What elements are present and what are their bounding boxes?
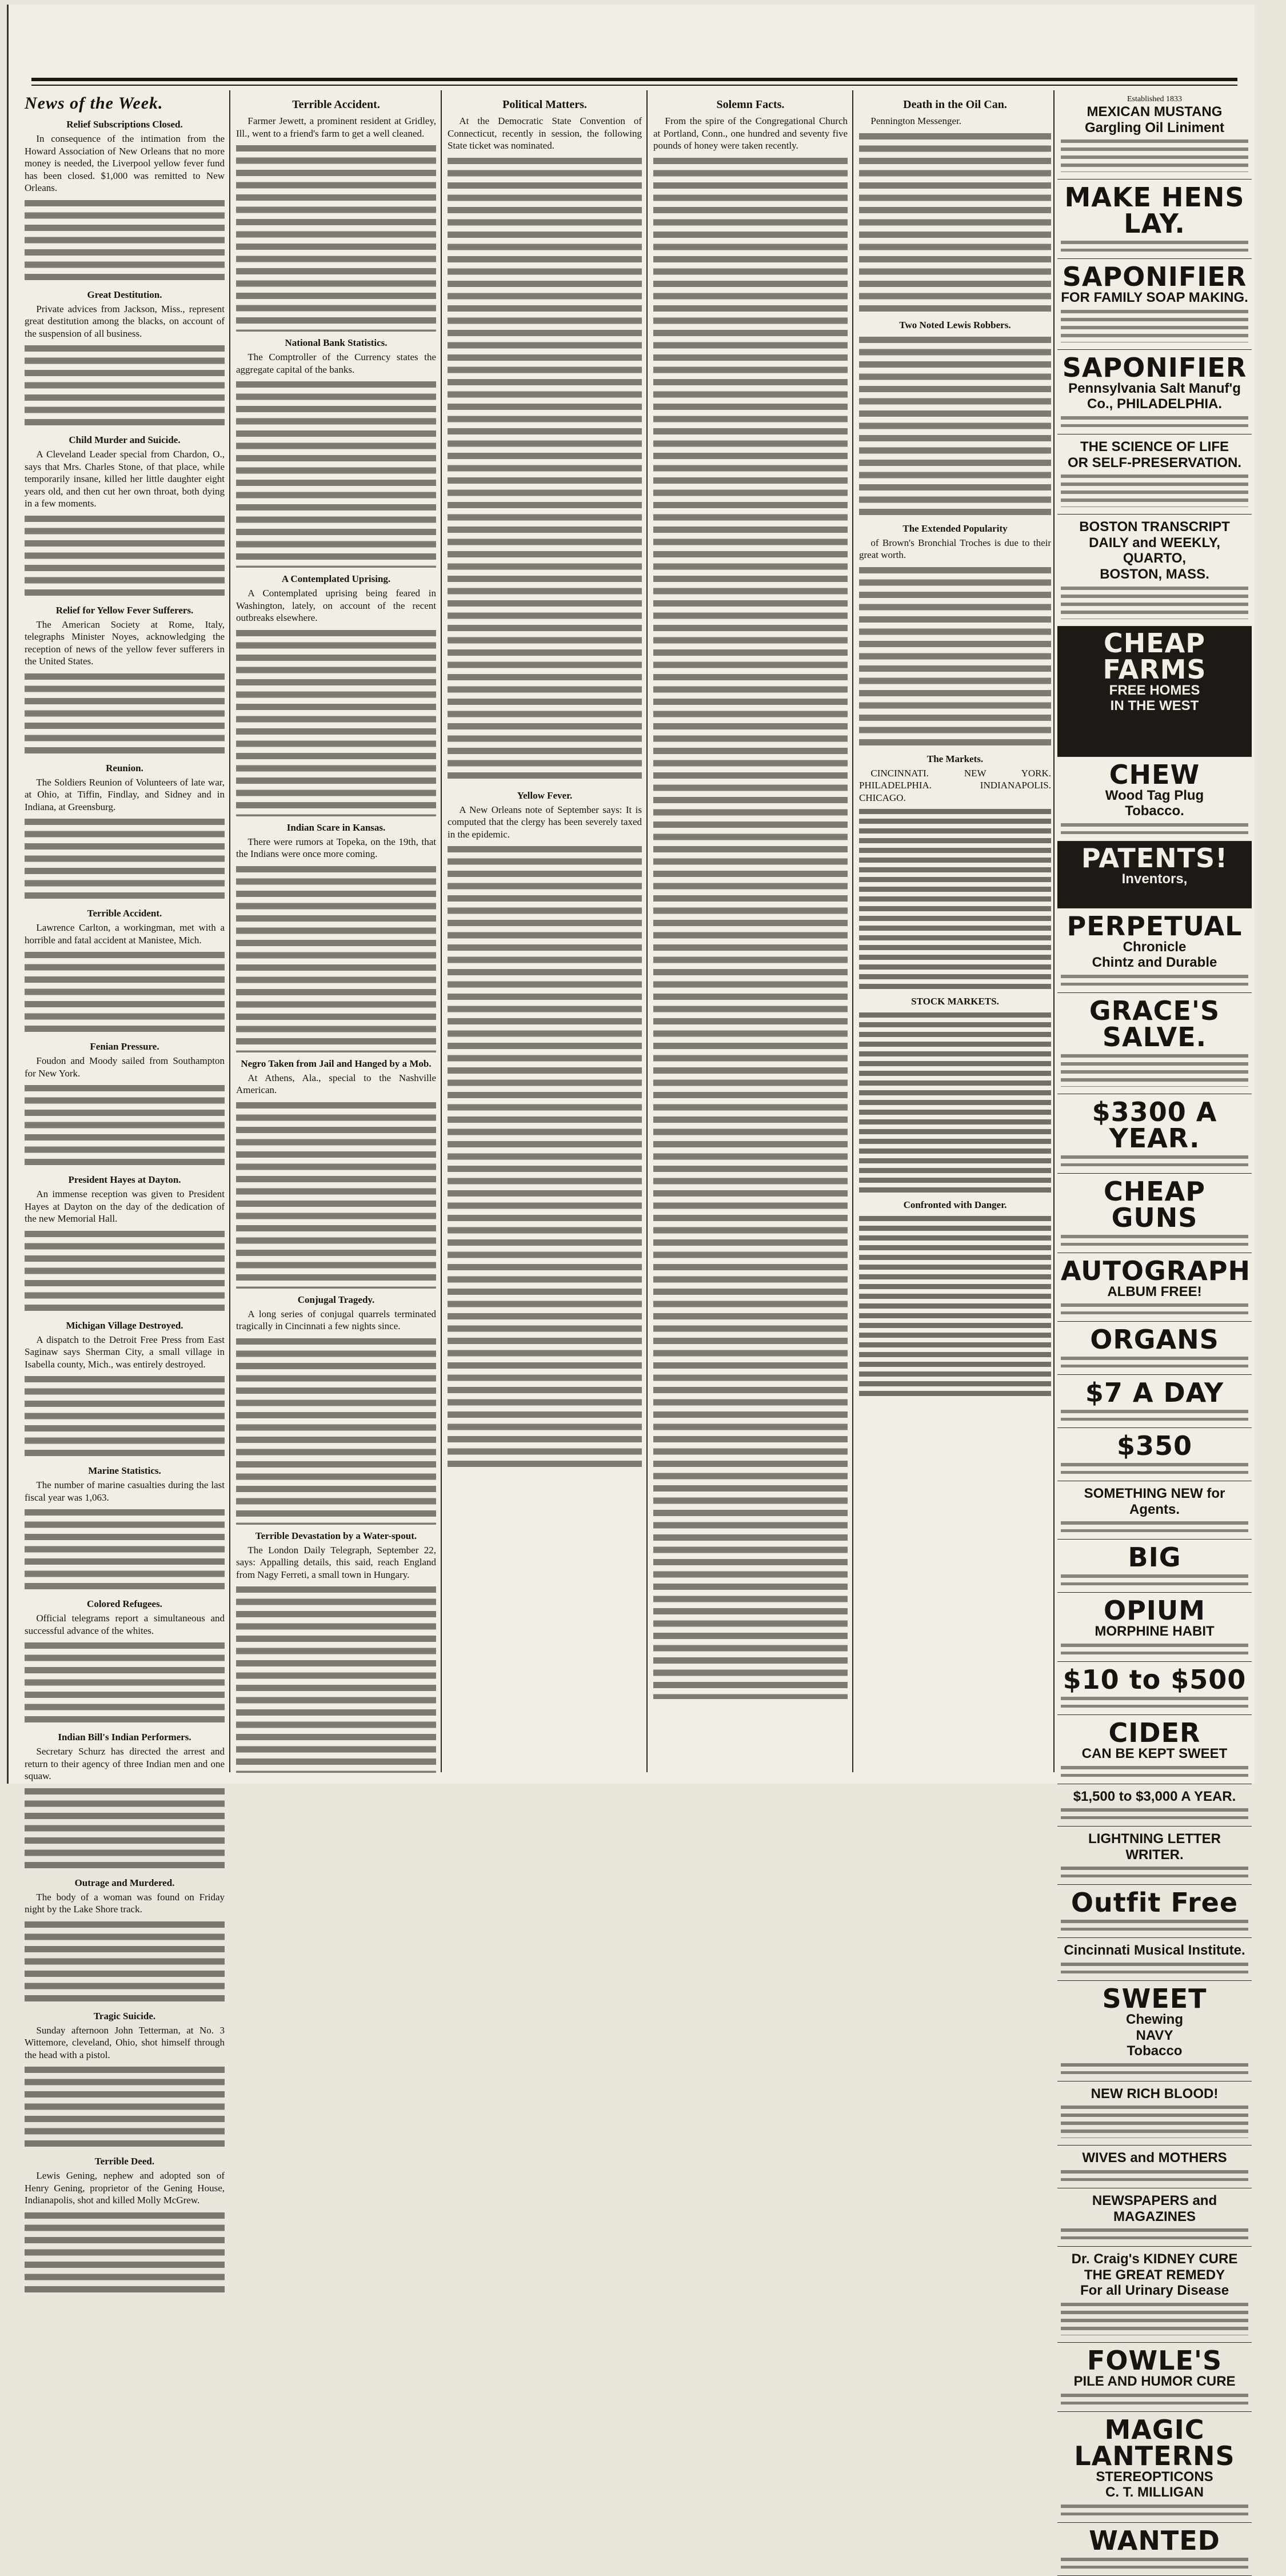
ad-line: AUTOGRAPH — [1061, 1255, 1251, 1286]
ad-line: Chintz and Durable — [1092, 955, 1217, 971]
article-text: A Cleveland Leader special from Chardon, O., says that Mrs. Charles Stone, of that place, while temporarily insane, killed her little daughter eight years old, and then cut her own throat, both dying in a few moments. — [25, 449, 225, 509]
article-text-block — [25, 2210, 225, 2296]
ad-line: STEREOPTICONS — [1096, 2469, 1213, 2485]
article-text: Official telegrams report a simultaneous and successful advance of the whites. — [25, 1613, 225, 1636]
article-text: There were rumors at Topeka, on the 19th, that the Indians were once more coming. — [236, 836, 436, 859]
ad-line: BOSTON TRANSCRIPT — [1079, 519, 1230, 535]
article-heading: Child Murder and Suicide. — [69, 434, 181, 445]
article-text-block — [448, 844, 642, 1473]
advertisement — [1057, 259, 1252, 350]
ad-line: NEW RICH BLOOD! — [1091, 2085, 1219, 2102]
ad-body-text — [1061, 890, 1248, 902]
article-text: The body of a woman was found on Friday night by the Lake Shore track. — [25, 1891, 225, 1915]
article-heading: Terrible Deed. — [94, 2156, 155, 2167]
ad-line: DAILY and WEEKLY, QUARTO, — [1089, 535, 1220, 567]
advertisement — [1057, 2247, 1252, 2343]
article-text: CINCINNATI. NEW YORK. PHILADELPHIA. INDIANAPOLIS. CHICAGO. — [859, 767, 1051, 803]
ad-body-text — [1061, 1233, 1248, 1246]
ad-body-text — [1061, 716, 1248, 751]
article-heading: Terrible Devastation by a Water-spout. — [255, 1530, 417, 1541]
ad-line: FOR FAMILY SOAP MAKING. — [1061, 290, 1248, 306]
newspaper-page — [7, 5, 1255, 2556]
ad-line: For all Urinary Disease — [1080, 2283, 1229, 2299]
article-heading: Indian Scare in Kansas. — [286, 822, 386, 833]
ad-line: Tobacco. — [1125, 803, 1184, 819]
article-text-block — [25, 1083, 225, 1169]
article-heading: Michigan Village Destroyed. — [66, 1319, 183, 1331]
ad-line: FOWLE'S — [1087, 2344, 1223, 2376]
article-text-block — [25, 198, 225, 284]
ad-line: GRACE'S SALVE. — [1089, 995, 1220, 1052]
ad-line: OR SELF-PRESERVATION. — [1067, 454, 1242, 470]
article-text: A Contemplated uprising being feared in Washington, lately, on account of the recent outbreaks elsewhere. — [236, 588, 436, 623]
article-heading: Outrage and Murdered. — [74, 1877, 175, 1888]
article-text: Foudon and Moody sailed from Southampton for New York. — [25, 1055, 225, 1079]
article-text: A New Orleans note of September says: It is computed that the clergy has been severely taxed in the epidemic. — [448, 804, 642, 840]
ad-body-text — [1061, 2168, 1248, 2181]
ad-line: SWEET — [1102, 1983, 1207, 2015]
article-text-block — [236, 1100, 436, 1289]
ad-line: NEWSPAPERS and MAGAZINES — [1092, 2193, 1217, 2224]
ad-line: Dr. Craig's KIDNEY CURE — [1071, 2251, 1238, 2267]
ad-body-text — [1061, 973, 1248, 986]
column-2 — [236, 90, 436, 1772]
ad-body-text — [1061, 1302, 1248, 1314]
ad-line: Established 1833 — [1127, 95, 1183, 103]
ad-line: THE GREAT REMEDY — [1084, 2267, 1225, 2283]
ad-line: Cincinnati Musical Institute. — [1064, 1943, 1245, 1959]
ad-line: MEXICAN MUSTANG — [1087, 104, 1223, 119]
ad-line: Outfit Free — [1071, 1887, 1239, 1919]
ad-line: CAN BE KEPT SWEET — [1081, 1746, 1228, 1762]
advertisement — [1057, 515, 1252, 626]
article-heading: Yellow Fever. — [517, 789, 573, 801]
advertisement — [1057, 1981, 1252, 2081]
column-3 — [448, 90, 642, 1772]
ad-body-text — [1061, 1052, 1248, 1087]
ad-body-text — [1061, 2503, 1248, 2515]
article-heading: Solemn Facts. — [716, 98, 785, 111]
article-heading: Colored Refugees. — [87, 1598, 162, 1609]
ad-line: Chronicle — [1123, 939, 1187, 955]
article-heading: Political Matters. — [502, 98, 587, 111]
article-text: Pennington Messenger. — [870, 115, 962, 126]
ad-line: SAPONIFIER — [1062, 261, 1247, 293]
column-divider — [441, 90, 442, 1772]
column-divider — [1053, 90, 1055, 1772]
article-text: of Brown's Bronchial Troches is due to their great worth. — [859, 537, 1051, 560]
ad-body-text — [1061, 239, 1248, 252]
ad-body-text — [1061, 2301, 1248, 2335]
advertisement — [1057, 1375, 1252, 1428]
ad-line: $1,500 to $3,000 A YEAR. — [1073, 1788, 1236, 1804]
ad-line: MAKE HENS LAY. — [1064, 182, 1245, 240]
advertisement — [1057, 1593, 1252, 1662]
ad-line: FREE HOMES — [1109, 682, 1200, 698]
advertisement — [1057, 1715, 1252, 1784]
article-text-block — [25, 950, 225, 1035]
ad-line: PERPETUAL — [1067, 910, 1243, 942]
advertisement — [1057, 908, 1252, 993]
article-text: The Soldiers Reunion of Volunteers of late war, at Ohio, at Tiffin, Findlay, and Sidney and in Indiana, at Greensburg. — [25, 776, 225, 812]
column-divider — [229, 90, 230, 1772]
ad-line: Wood Tag Plug — [1105, 787, 1204, 803]
article-text-block — [25, 1919, 225, 2005]
article-heading: Marine Statistics. — [88, 1465, 161, 1476]
ad-body-text — [1061, 2227, 1248, 2239]
advertisement — [1057, 90, 1252, 180]
ad-line: BOSTON, MASS. — [1100, 566, 1209, 582]
article-text-block — [236, 1336, 436, 1525]
article-text: The number of marine casualties during the last fiscal year was 1,063. — [25, 1480, 225, 1503]
ad-body-text — [1061, 414, 1248, 427]
article-text: Lewis Gening, nephew and adopted son of Henry Gening, proprietor of the Gening House, Indianapolis, shot and killed Molly McGrew. — [25, 2170, 225, 2206]
article-heading: STOCK MARKETS. — [911, 996, 999, 1007]
advertisement — [1057, 993, 1252, 1094]
ad-body-text — [1061, 1642, 1248, 1654]
article-text: From the spire of the Congregational Church at Portland, Conn., one hundred and seventy five pounds of honey were taken recently. — [653, 115, 848, 151]
ad-line: WIVES and MOTHERS — [1082, 2150, 1227, 2166]
article-heading: Two Noted Lewis Robbers. — [899, 319, 1011, 330]
article-heading: Death in the Oil Can. — [903, 98, 1007, 111]
article-text: A dispatch to the Detroit Free Press from East Saginaw says Sherman City, a small village in Isabella county, Mich., was entirely destroyed. — [25, 1334, 225, 1370]
ad-body-text — [1061, 1918, 1248, 1931]
article-text-block — [859, 334, 1051, 517]
ad-line: NAVY — [1136, 2027, 1173, 2043]
article-text: The London Daily Telegraph, September 22, says: Appalling details, this said, reach England from Nagy Ferreti, a small town in Hungary. — [236, 1544, 436, 1580]
ad-body-text — [1061, 1695, 1248, 1708]
article-heading: The Markets. — [926, 753, 984, 764]
article-text: A long series of conjugal quarrels terminated tragically in Cincinnati a few nights since. — [236, 1308, 436, 1331]
article-heading: Terrible Accident. — [292, 98, 380, 111]
article-text-block — [25, 1786, 225, 1872]
article-heading: Negro Taken from Jail and Hanged by a Mob. — [241, 1058, 432, 1069]
ad-body-text — [1061, 2061, 1248, 2074]
ad-line: THE SCIENCE OF LIFE — [1080, 438, 1229, 454]
ad-body-text — [1061, 2104, 1248, 2138]
advertisement — [1057, 1827, 1252, 1885]
advertisement — [1057, 1481, 1252, 1540]
article-heading: Fenian Pressure. — [90, 1041, 159, 1052]
article-text-block — [236, 1584, 436, 1773]
advertisement — [1057, 180, 1252, 259]
advertisement — [1057, 2081, 1252, 2146]
advertisement — [1057, 1094, 1252, 1174]
article-heading: Great Destitution. — [87, 289, 162, 300]
ad-line: $3300 A YEAR. — [1092, 1096, 1217, 1154]
article-text-block — [25, 2064, 225, 2150]
advertisements-column — [1057, 90, 1252, 2556]
ad-body-text — [1061, 1154, 1248, 1166]
ad-line: WANTED — [1089, 2525, 1220, 2556]
article-text-block — [25, 671, 225, 757]
advertisement — [1057, 350, 1252, 434]
column-4 — [653, 90, 848, 1772]
article-text-block — [859, 565, 1051, 748]
article-text-block — [236, 143, 436, 332]
ad-line: Chewing — [1126, 2012, 1183, 2028]
masthead: News of the Week. — [25, 94, 163, 113]
article-text-block — [25, 1229, 225, 1314]
article-heading: The Extended Popularity — [902, 523, 1008, 534]
article-text-block — [236, 379, 436, 568]
ad-body-text — [1061, 1461, 1248, 1474]
ad-body-text — [1061, 822, 1248, 834]
ad-line: Inventors, — [1121, 871, 1188, 887]
ad-line: SAPONIFIER — [1062, 352, 1247, 383]
ad-line: BIG — [1128, 1542, 1181, 1573]
ad-line: $350 — [1116, 1430, 1193, 1462]
ad-line: CHEAP GUNS — [1104, 1175, 1205, 1233]
article-heading: Indian Bill's Indian Performers. — [58, 1732, 191, 1742]
article-heading: National Bank Statistics. — [285, 337, 388, 348]
column-divider — [646, 90, 648, 1772]
article-text: Sunday afternoon John Tetterman, at No. 3 Wittemore, cleveland, Ohio, shot himself through the head with a pistol. — [25, 2024, 225, 2060]
ad-line: Tobacco — [1127, 2043, 1183, 2059]
ad-line: $7 A DAY — [1085, 1377, 1224, 1409]
ad-body-text — [1061, 1764, 1248, 1777]
article-heading: Tragic Suicide. — [93, 2010, 156, 2021]
article-text-block — [653, 155, 848, 1699]
advertisement — [1057, 434, 1252, 515]
article-text-block — [236, 864, 436, 1052]
advertisement — [1057, 1253, 1252, 1322]
ad-line: CHEW — [1109, 759, 1200, 790]
ad-line: ORGANS — [1090, 1324, 1219, 1355]
article-heading: President Hayes at Dayton. — [68, 1174, 181, 1185]
ad-line: IN THE WEST — [1110, 698, 1199, 714]
article-text: The American Society at Rome, Italy, telegraphs Minister Noyes, acknowledging the reception of news of the yellow fever sufferers in the United States. — [25, 619, 225, 667]
article-heading: Reunion. — [106, 762, 143, 773]
article-text: In consequence of the intimation from the Howard Association of New Orleans that no more money is needed, the Liverpool yellow fever fund has been closed. $1,000 was remitted to New Orleans. — [25, 133, 225, 193]
advertisement — [1057, 1784, 1252, 1827]
article-text-block — [25, 513, 225, 599]
advertisement — [1057, 2343, 1252, 2412]
ad-line: Pennsylvania Salt Manuf'g Co., PHILADELPHIA. — [1068, 380, 1241, 412]
ad-line: CHEAP FARMS — [1103, 627, 1207, 685]
ad-line: OPIUM — [1103, 1595, 1206, 1626]
ad-body-text — [1061, 1961, 1248, 1973]
advertisement — [1057, 1662, 1252, 1715]
article-text: At Athens, Ala., special to the Nashville American. — [236, 1072, 436, 1095]
article-text: Lawrence Carlton, a workingman, met with a horrible and fatal accident at Manistee, Mich. — [25, 922, 225, 946]
ad-line: MORPHINE HABIT — [1095, 1624, 1215, 1640]
ad-body-text — [1061, 1865, 1248, 1877]
ad-body-text — [1061, 2392, 1248, 2404]
article-text: Secretary Schurz has directed the arrest and return to their agency of three Indian men and one squaw. — [25, 1746, 225, 1781]
advertisement — [1057, 757, 1252, 842]
ad-body-text — [1061, 1573, 1248, 1585]
article-text-block — [448, 155, 642, 784]
article-text-block — [25, 1640, 225, 1726]
ad-line: PILE AND HUMOR CURE — [1073, 2373, 1236, 2389]
ad-body-text — [1061, 585, 1248, 619]
column-1 — [25, 90, 225, 2206]
ad-line: SOMETHING NEW for Agents. — [1084, 1486, 1225, 1517]
advertisement — [1057, 627, 1252, 757]
ad-line: PATENTS! — [1081, 842, 1228, 874]
column-divider — [852, 90, 853, 1772]
article-text-block — [859, 131, 1051, 314]
ad-line: C. T. MILLIGAN — [1105, 2485, 1204, 2501]
ad-body-text — [1061, 308, 1248, 342]
ad-body-text — [1061, 1408, 1248, 1421]
article-text: The Comptroller of the Currency states the aggregate capital of the banks. — [236, 352, 436, 375]
advertisement — [1057, 1885, 1252, 1938]
article-text-block — [236, 628, 436, 816]
advertisement — [1057, 1322, 1252, 1375]
ad-line: MAGIC LANTERNS — [1074, 2414, 1235, 2471]
article-heading: Confronted with Danger. — [903, 1199, 1007, 1210]
column-5 — [859, 90, 1051, 1772]
ad-body-text — [1061, 138, 1248, 172]
article-text-block — [25, 1374, 225, 1460]
article-heading: Conjugal Tragedy. — [297, 1294, 375, 1305]
article-heading: A Contemplated Uprising. — [281, 573, 391, 584]
article-text: Private advices from Jackson, Miss., represent great destitution among the blacks, on account of the suspension of all business. — [25, 303, 225, 339]
top-rule — [31, 78, 1237, 81]
article-text: An immense reception was given to President Hayes at Dayton on the day of the dedication of the new Memorial Hall. — [25, 1189, 225, 1224]
ad-body-text — [1061, 2556, 1248, 2569]
advertisement — [1057, 1938, 1252, 1981]
article-text: Farmer Jewett, a prominent resident at Gridley, Ill., went to a friend's farm to get a well cleaned. — [236, 115, 436, 139]
article-text: At the Democratic State Convention of Connecticut, recently in session, the following State ticket was nominated. — [448, 115, 642, 151]
ad-body-text — [1061, 1355, 1248, 1367]
article-text-block — [859, 807, 1051, 990]
advertisement — [1057, 1174, 1252, 1253]
article-text-block — [859, 1214, 1051, 1397]
ad-line: LIGHTNING LETTER WRITER. — [1088, 1831, 1221, 1863]
article-heading: Relief Subscriptions Closed. — [66, 119, 183, 130]
article-heading: Relief for Yellow Fever Sufferers. — [55, 604, 194, 616]
advertisement — [1057, 1428, 1252, 1481]
article-text-block — [25, 343, 225, 429]
article-text-block — [25, 1507, 225, 1593]
advertisement — [1057, 2523, 1252, 2576]
advertisement — [1057, 2412, 1252, 2523]
ad-body-text — [1061, 473, 1248, 507]
ad-line: CIDER — [1108, 1717, 1201, 1749]
advertisement — [1057, 2146, 1252, 2188]
advertisement — [1057, 1540, 1252, 1593]
advertisement — [1057, 2188, 1252, 2247]
ad-line: $10 to $500 — [1063, 1664, 1247, 1696]
ad-body-text — [1061, 1520, 1248, 1532]
ad-body-text — [1061, 1807, 1248, 1819]
article-text-block — [25, 816, 225, 902]
advertisement — [1057, 842, 1252, 908]
ad-line: ALBUM FREE! — [1107, 1283, 1202, 1299]
ad-line: Gargling Oil Liniment — [1084, 119, 1224, 135]
article-heading: Terrible Accident. — [87, 908, 162, 919]
top-rule-thin — [31, 85, 1237, 86]
article-text-block — [859, 1011, 1051, 1194]
